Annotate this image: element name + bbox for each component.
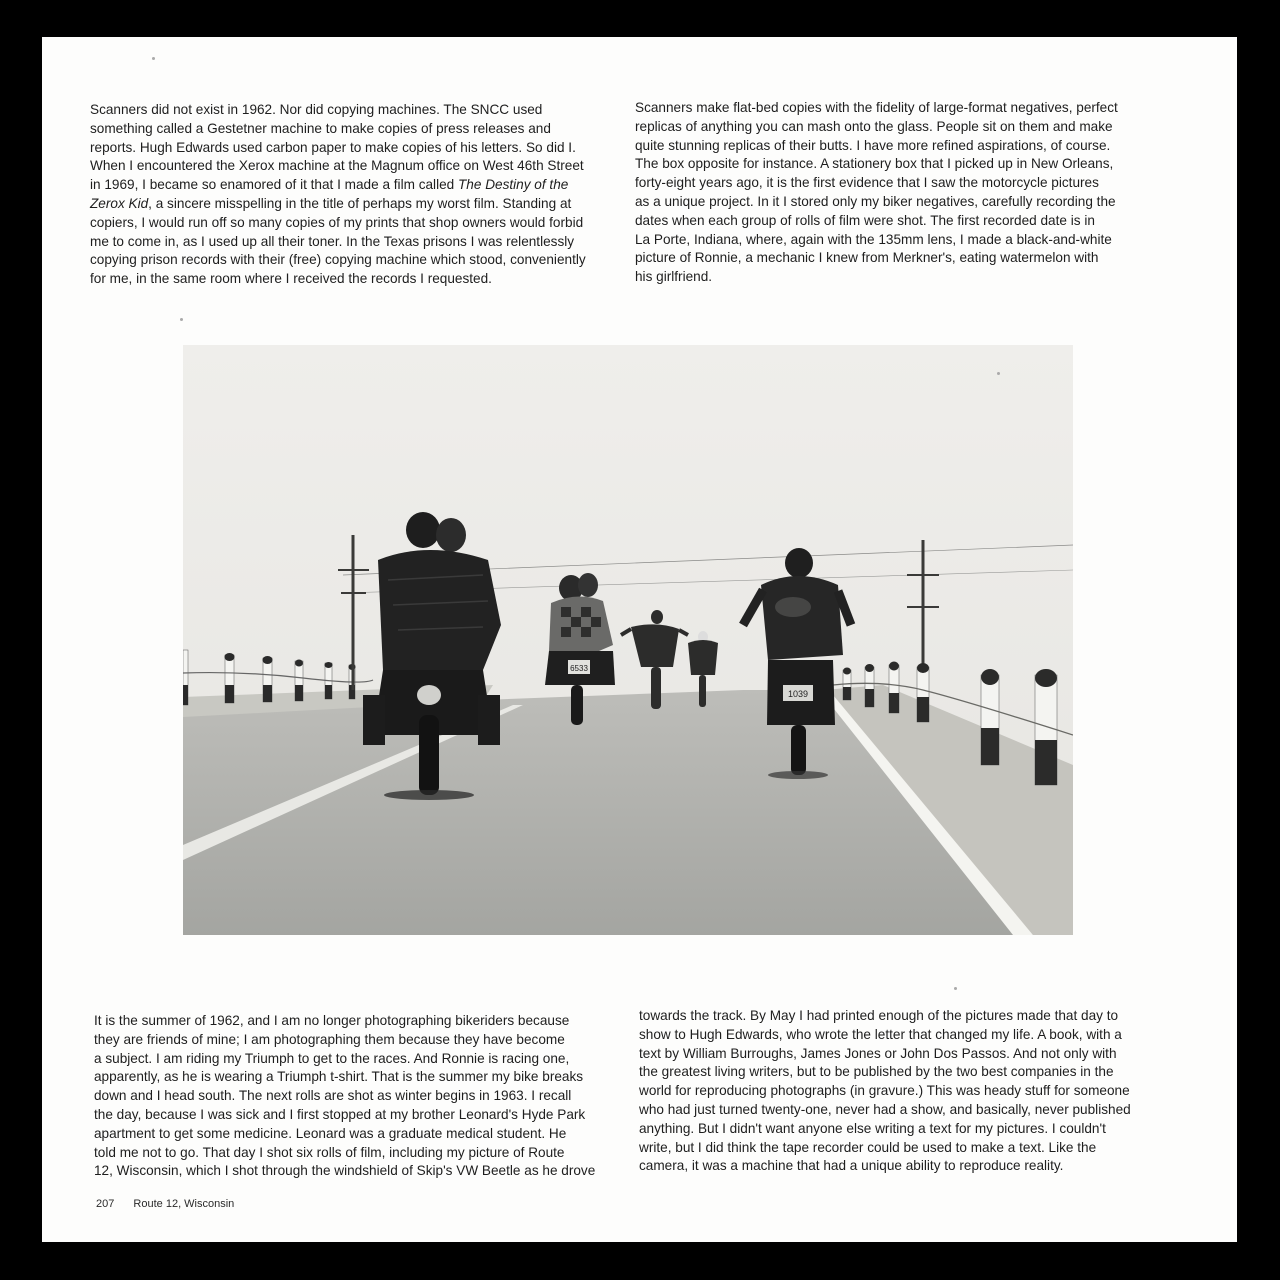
text-line: replicas of anything you can mash onto the glass. People sit on them and make bbox=[635, 118, 1113, 134]
text-line: reports. Hugh Edwards used carbon paper to make copies of his letters. So did I. bbox=[90, 139, 576, 155]
text-line: text by William Burroughs, James Jones or John Dos Passos. And not only with bbox=[639, 1045, 1117, 1061]
svg-text:6533: 6533 bbox=[570, 664, 588, 673]
text-line: apartment to get some medicine. Leonard was a graduate medical student. He bbox=[94, 1125, 567, 1141]
svg-text:1039: 1039 bbox=[787, 689, 809, 699]
text-column-top-right bbox=[635, 99, 1118, 287]
page-footer bbox=[96, 1198, 234, 1210]
text-column-top-left bbox=[90, 101, 586, 289]
text-line: quite stunning replicas of their butts. I have more refined aspirations, of course. bbox=[635, 137, 1111, 153]
text-line: the day, because I was sick and I first stopped at my brother Leonard's Hyde Park bbox=[94, 1106, 586, 1122]
text-line: the greatest living writers, but to be published by the two best companies in the bbox=[639, 1064, 1114, 1080]
text-line: who had just turned twenty-one, never had a show, and basically, never published bbox=[639, 1101, 1131, 1117]
photo-caption: Route 12, Wisconsin bbox=[133, 1198, 235, 1210]
text-line: towards the track. By May I had printed enough of the pictures made that day to bbox=[639, 1008, 1119, 1023]
text-line: Scanners make flat-bed copies with the fidelity of large-format negatives, perfect bbox=[635, 100, 1118, 115]
text-line: copying prison records with their (free) copying machine which stood, conveniently bbox=[90, 252, 586, 268]
text-line: anything. But I didn't want anyone else writing a text for my pictures. I couldn't bbox=[639, 1120, 1106, 1136]
text-line: The box opposite for instance. A stationery box that I picked up in New Orleans, bbox=[635, 156, 1114, 172]
text-column-bottom-right bbox=[639, 1007, 1131, 1176]
film-title: The Destiny of the bbox=[458, 177, 569, 193]
text-line: his girlfriend. bbox=[635, 269, 713, 285]
text-line: show to Hugh Edwards, who wrote the letter that changed my life. A book, with a bbox=[639, 1026, 1122, 1042]
dust-speck bbox=[997, 372, 1000, 375]
text-column-bottom-left bbox=[94, 1012, 595, 1181]
text-line: told me not to go. That day I shot six rolls of film, including my picture of Route bbox=[94, 1144, 565, 1160]
dust-speck bbox=[180, 318, 183, 321]
text-line: me to come in, as I used up all their toner. In the Texas prisons I was relentlessly bbox=[90, 233, 575, 249]
text-line: they are friends of mine; I am photographing them because they have become bbox=[94, 1031, 565, 1047]
text-line: in 1969, I became so enamored of it that I made a film called The Destiny of the bbox=[90, 177, 569, 193]
text-line: It is the summer of 1962, and I am no longer photographing bikeriders because bbox=[94, 1013, 570, 1028]
text-line: world for reproducing photographs (in gravure.) This was heady stuff for someone bbox=[639, 1083, 1130, 1099]
text-line: write, but I did think the tape recorder could be used to make a text. Like the bbox=[639, 1139, 1097, 1155]
text-line: picture of Ronnie, a mechanic I knew from Merkner's, eating watermelon with bbox=[635, 250, 1099, 266]
text-line: copiers, I would run off so many copies of my prints that shop owners would forbid bbox=[90, 214, 584, 230]
text-line: Scanners did not exist in 1962. Nor did copying machines. The SNCC used bbox=[90, 102, 543, 117]
text-line: for me, in the same room where I received the records I requested. bbox=[90, 271, 492, 287]
page-number: 207 bbox=[96, 1198, 115, 1210]
text-line: 12, Wisconsin, which I shot through the windshield of Skip's VW Beetle as he drove bbox=[94, 1163, 596, 1179]
text-line: camera, it was a machine that had a unique ability to reproduce reality. bbox=[639, 1158, 1064, 1174]
film-title: Zerox Kid bbox=[90, 195, 149, 211]
text-line: dates when each group of rolls of film were shot. The first recorded date is in bbox=[635, 212, 1095, 228]
photograph-route-12-wisconsin bbox=[183, 345, 1073, 935]
text-line: down and I head south. The next rolls are shot as winter begins in 1963. I recall bbox=[94, 1088, 572, 1104]
text-line: a subject. I am riding my Triumph to get to the races. And Ronnie is racing one, bbox=[94, 1050, 570, 1066]
book-page bbox=[42, 37, 1237, 1242]
text-line: La Porte, Indiana, where, again with the 135mm lens, I made a black-and-white bbox=[635, 231, 1112, 247]
text-line: as a unique project. In it I stored only my biker negatives, carefully recording the bbox=[635, 193, 1116, 209]
text-line: When I encountered the Xerox machine at the Magnum office on West 46th Street bbox=[90, 158, 584, 174]
text-line: apparently, as he is wearing a Triumph t-shirt. That is the summer my bike breaks bbox=[94, 1069, 584, 1085]
text-line: forty-eight years ago, it is the first evidence that I saw the motorcycle pictures bbox=[635, 175, 1099, 191]
text-line: Zerox Kid, a sincere misspelling in the title of perhaps my worst film. Standing at bbox=[90, 195, 572, 211]
dust-speck bbox=[954, 987, 957, 990]
text-line: something called a Gestetner machine to make copies of press releases and bbox=[90, 120, 551, 136]
dust-speck bbox=[152, 57, 155, 60]
